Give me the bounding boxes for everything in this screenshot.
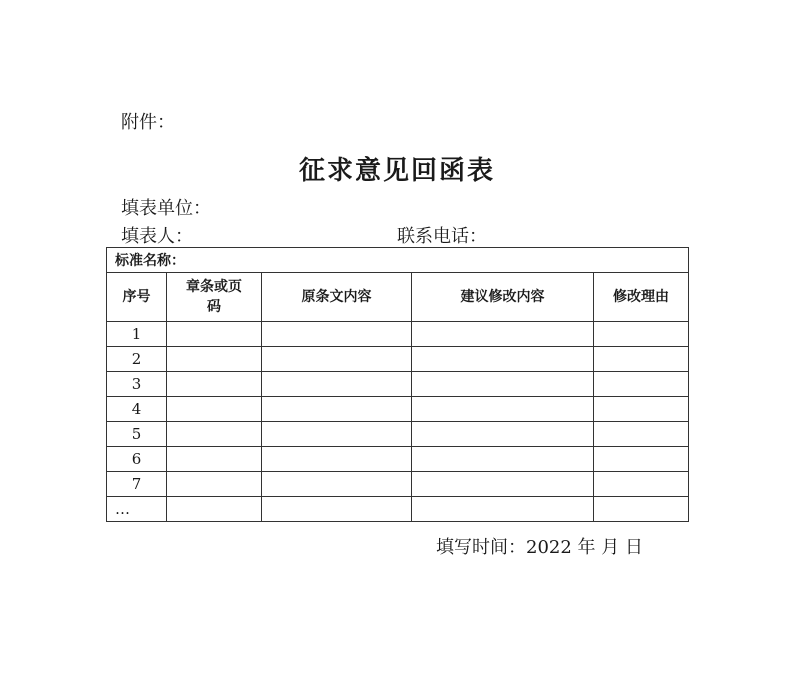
cell-suggestion[interactable] xyxy=(412,397,594,422)
cell-original[interactable] xyxy=(262,497,412,522)
table-row xyxy=(107,347,689,372)
cell-clause[interactable] xyxy=(167,472,262,497)
table-row xyxy=(107,372,689,397)
cell-clause[interactable] xyxy=(167,347,262,372)
cell-original[interactable] xyxy=(262,397,412,422)
unit-label: 填表单位： xyxy=(121,198,211,219)
attachment-label: 附件： xyxy=(121,112,175,133)
standard-name-row xyxy=(107,248,689,273)
cell-reason[interactable] xyxy=(594,497,689,522)
cell-clause[interactable] xyxy=(167,447,262,472)
cell-original[interactable] xyxy=(262,422,412,447)
row-number: 2 xyxy=(107,347,167,372)
form-title: 征求意见回函表 xyxy=(298,156,495,186)
cell-suggestion[interactable] xyxy=(412,497,594,522)
header-original-content: 原条文内容 xyxy=(262,273,412,322)
cell-reason[interactable] xyxy=(594,397,689,422)
table-header-row xyxy=(107,273,689,322)
cell-reason[interactable] xyxy=(594,447,689,472)
row-number: 7 xyxy=(107,472,167,497)
header-clause-or-page: 章条或页码 xyxy=(167,273,262,322)
cell-reason[interactable] xyxy=(594,322,689,347)
contact-label: 联系电话： xyxy=(397,226,487,247)
cell-reason[interactable] xyxy=(594,422,689,447)
cell-original[interactable] xyxy=(262,322,412,347)
cell-original[interactable] xyxy=(262,472,412,497)
row-number: 3 xyxy=(107,372,167,397)
cell-clause[interactable] xyxy=(167,322,262,347)
table-row xyxy=(107,397,689,422)
row-number: 5 xyxy=(107,422,167,447)
cell-clause[interactable] xyxy=(167,372,262,397)
cell-reason[interactable] xyxy=(594,472,689,497)
cell-clause[interactable] xyxy=(167,422,262,447)
cell-reason[interactable] xyxy=(594,347,689,372)
row-number: 6 xyxy=(107,447,167,472)
cell-suggestion[interactable] xyxy=(412,422,594,447)
cell-suggestion[interactable] xyxy=(412,472,594,497)
cell-clause[interactable] xyxy=(167,497,262,522)
header-serial-number: 序号 xyxy=(107,273,167,322)
cell-suggestion[interactable] xyxy=(412,322,594,347)
row-number: 1 xyxy=(107,322,167,347)
standard-name-label: 标准名称： xyxy=(107,248,689,273)
table-row xyxy=(107,497,689,522)
cell-original[interactable] xyxy=(262,347,412,372)
table-row xyxy=(107,322,689,347)
feedback-table xyxy=(106,247,689,522)
cell-clause[interactable] xyxy=(167,397,262,422)
cell-suggestion[interactable] xyxy=(412,447,594,472)
cell-original[interactable] xyxy=(262,447,412,472)
row-number: … xyxy=(107,497,167,522)
header-reason: 修改理由 xyxy=(594,273,689,322)
table-row xyxy=(107,422,689,447)
cell-suggestion[interactable] xyxy=(412,347,594,372)
fill-time-label: 填写时间：2022 年 月 日 xyxy=(436,537,643,558)
table-row xyxy=(107,447,689,472)
row-number: 4 xyxy=(107,397,167,422)
filler-label: 填表人： xyxy=(121,226,193,247)
cell-suggestion[interactable] xyxy=(412,372,594,397)
table-row xyxy=(107,472,689,497)
cell-original[interactable] xyxy=(262,372,412,397)
header-suggested-change: 建议修改内容 xyxy=(412,273,594,322)
cell-reason[interactable] xyxy=(594,372,689,397)
